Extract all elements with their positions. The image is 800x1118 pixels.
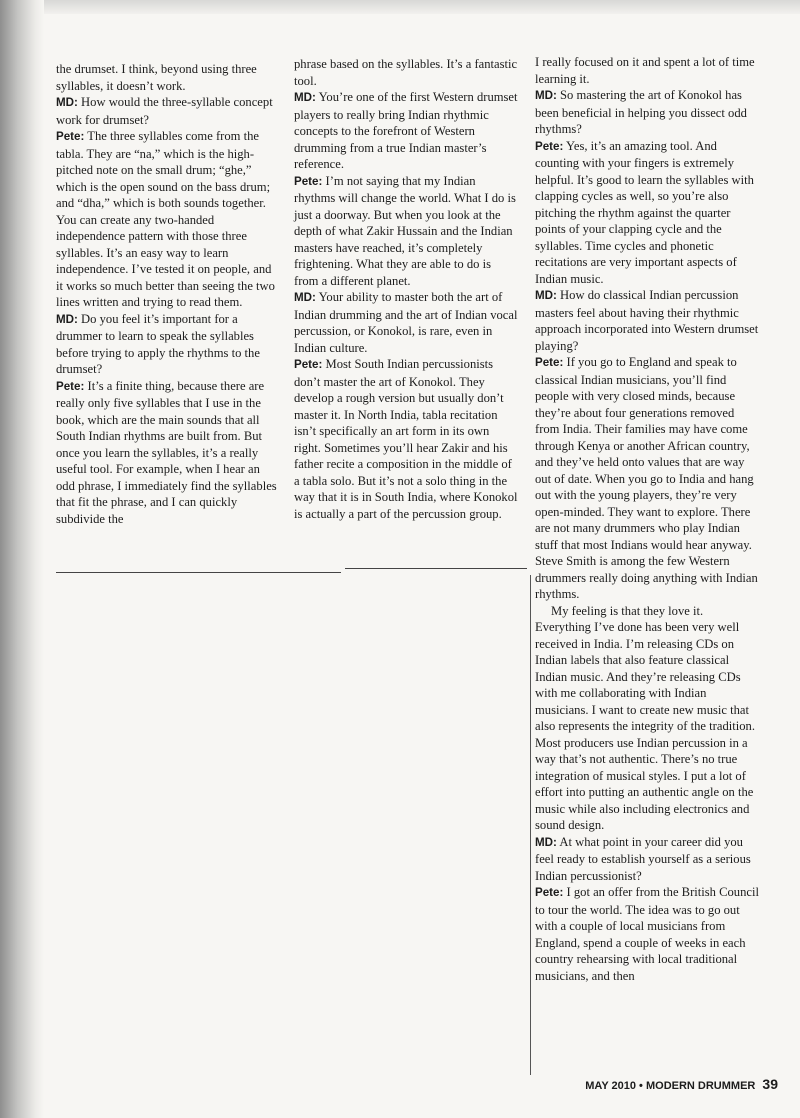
paragraph (535, 287, 761, 354)
page-footer (585, 1076, 778, 1092)
speaker-label: MD: (56, 312, 78, 326)
paragraph (535, 354, 761, 603)
speaker-label: MD: (294, 291, 316, 304)
article-column-2 (294, 56, 518, 522)
paragraph-text: How do classical Indian percussion masters feel about having their rhythmic approach incorporated into Western drumset playing? (535, 288, 759, 353)
speaker-label: MD: (535, 835, 557, 849)
page-gutter-shadow (0, 0, 44, 1118)
paragraph-text: The three syllables come from the tabla. They are “na,” which is the high-pitched note on the small drum; “ghe,” which is the open sound on the bass drum; and “dha,” which is both sounds together. You can create any two-handed independence pattern with those three syllables. It’s an easy way to learn independence. I’ve tested it on people, and it works so much better than seeing the two lines written and trying to read them. (56, 129, 275, 309)
paragraph-text: Your ability to master both the art of Indian drumming and the art of Indian vocal percussion, or Konokol, is rare, even in Indian culture. (294, 290, 518, 355)
column-divider-rule (530, 575, 531, 1075)
speaker-label: Pete: (294, 174, 323, 188)
speaker-label: Pete: (535, 886, 564, 899)
paragraph-text: I’m not saying that my Indian rhythms will change the world. What I do is just a doorway. But when you look at the depth of what Zakir Hussain and the Indian masters have reached, it’s completely frightening. What they are able to do is from a different planet. (294, 173, 516, 288)
article-column-1 (56, 61, 278, 527)
paragraph (294, 89, 518, 173)
speaker-label: MD: (294, 91, 316, 104)
paragraph (535, 54, 761, 87)
speaker-label: Pete: (56, 130, 85, 143)
paragraph (56, 128, 278, 311)
speaker-label: MD: (56, 96, 78, 109)
paragraph-text: My feeling is that they love it. Everything I’ve done has been very well received in India. I’m releasing CDs on Indian labels that also feature classical Indian music. And they’re releasing CDs with me collaborating with Indian musicians. I want to create new music that also represents the integrity of the tradition. Most producers use Indian percussion in a way that’s not authentic. There’s no true integration of musical styles. I put a lot of effort into putting an authentic angle on the music while also including electronics and sound design. (535, 603, 755, 832)
paragraph-text: I got an offer from the British Council to tour the world. The idea was to go out with a couple of local musicians from England, spend a couple of weeks in each country rehearsing with local traditional musicians, and then (535, 885, 759, 983)
paragraph (535, 834, 761, 885)
paragraph (56, 94, 278, 128)
paragraph-text: Do you feel it’s important for a drummer to learn to speak the syllables before trying to apply the rhythms to the drumset? (56, 311, 260, 376)
paragraph (294, 289, 518, 356)
footer-separator: • (639, 1080, 643, 1092)
speaker-label: Pete: (535, 139, 564, 153)
paragraph (294, 356, 518, 522)
paragraph-text: At what point in your career did you feel ready to establish yourself as a serious Indian percussionist? (535, 834, 751, 883)
paragraph (56, 61, 278, 94)
footer-issue-date: MAY 2010 (585, 1080, 636, 1092)
paragraph-text: It’s a finite thing, because there are really only five syllables that I use in the book, which are the main sounds that all South Indian rhythms are built from. But once you learn the syllables, it’s a really useful tool. For example, when I hear an odd phrase, I immediately find the syllables that fit the phrase, and I can quickly subdivide the (56, 378, 277, 526)
paragraph (535, 603, 761, 834)
paragraph (535, 87, 761, 138)
paragraph (535, 884, 761, 984)
paragraph-text: the drumset. I think, beyond using three syllables, it doesn’t work. (56, 62, 257, 93)
paragraph-text: Most South Indian percussionists don’t master the art of Konokol. They develop a rough version but usually don’t master it. In North India, tabla recitation isn’t specifically an art form in its own right. Sometimes you’ll hear Zakir and his father recite a composition in the middle of a tabla solo. But it’s not a solo thing in the way that it is in South India, where Konokol is actually a part of the percussion group. (294, 357, 518, 521)
column-end-rule-left (56, 572, 341, 573)
article-column-3 (535, 54, 761, 984)
page-number: 39 (762, 1076, 778, 1092)
paragraph-text: If you go to England and speak to classical Indian musicians, you’ll find people with very closed minds, because they’re about four generations removed from India. Their families may have come through Kenya or another African country, and they’ve held onto values that are way out of date. When you go to India and hang out with the young players, they’re very open-minded. They want to explore. There are not many drummers who play Indian stuff that most Indians would hear anyway. Steve Smith is among the few Western drummers really doing anything with Indian rhythms. (535, 355, 758, 601)
paragraph (56, 311, 278, 378)
paragraph-text: You’re one of the first Western drumset players to really bring Indian rhythmic concepts to the forefront of Western drumming from a true Indian master’s reference. (294, 90, 518, 171)
paragraph (535, 138, 761, 288)
paragraph-text: How would the three-syllable concept work for drumset? (56, 95, 273, 127)
page-top-edge (0, 0, 800, 14)
paragraph-text: I really focused on it and spent a lot of time learning it. (535, 55, 755, 86)
paragraph-text: phrase based on the syllables. It’s a fantastic tool. (294, 57, 518, 88)
paragraph (294, 173, 518, 290)
speaker-label: Pete: (535, 356, 564, 369)
paragraph-text: So mastering the art of Konokol has been beneficial in helping you dissect odd rhythms? (535, 88, 747, 136)
column-end-rule-middle (345, 568, 527, 569)
footer-magazine-title: MODERN DRUMMER (645, 1080, 756, 1092)
speaker-label: MD: (535, 289, 557, 302)
paragraph (294, 56, 518, 89)
speaker-label: Pete: (294, 358, 323, 371)
speaker-label: Pete: (56, 379, 85, 393)
paragraph-text: Yes, it’s an amazing tool. And counting with your fingers is extremely helpful. It’s good to learn the syllables with clapping cycles as well, so you’re also pitching the rhythm against the quarter points of your clapping cycle and the syllables. Time cycles and phonetic recitations are very important aspects of Indian music. (535, 138, 754, 286)
paragraph (56, 378, 278, 528)
speaker-label: MD: (535, 89, 557, 102)
